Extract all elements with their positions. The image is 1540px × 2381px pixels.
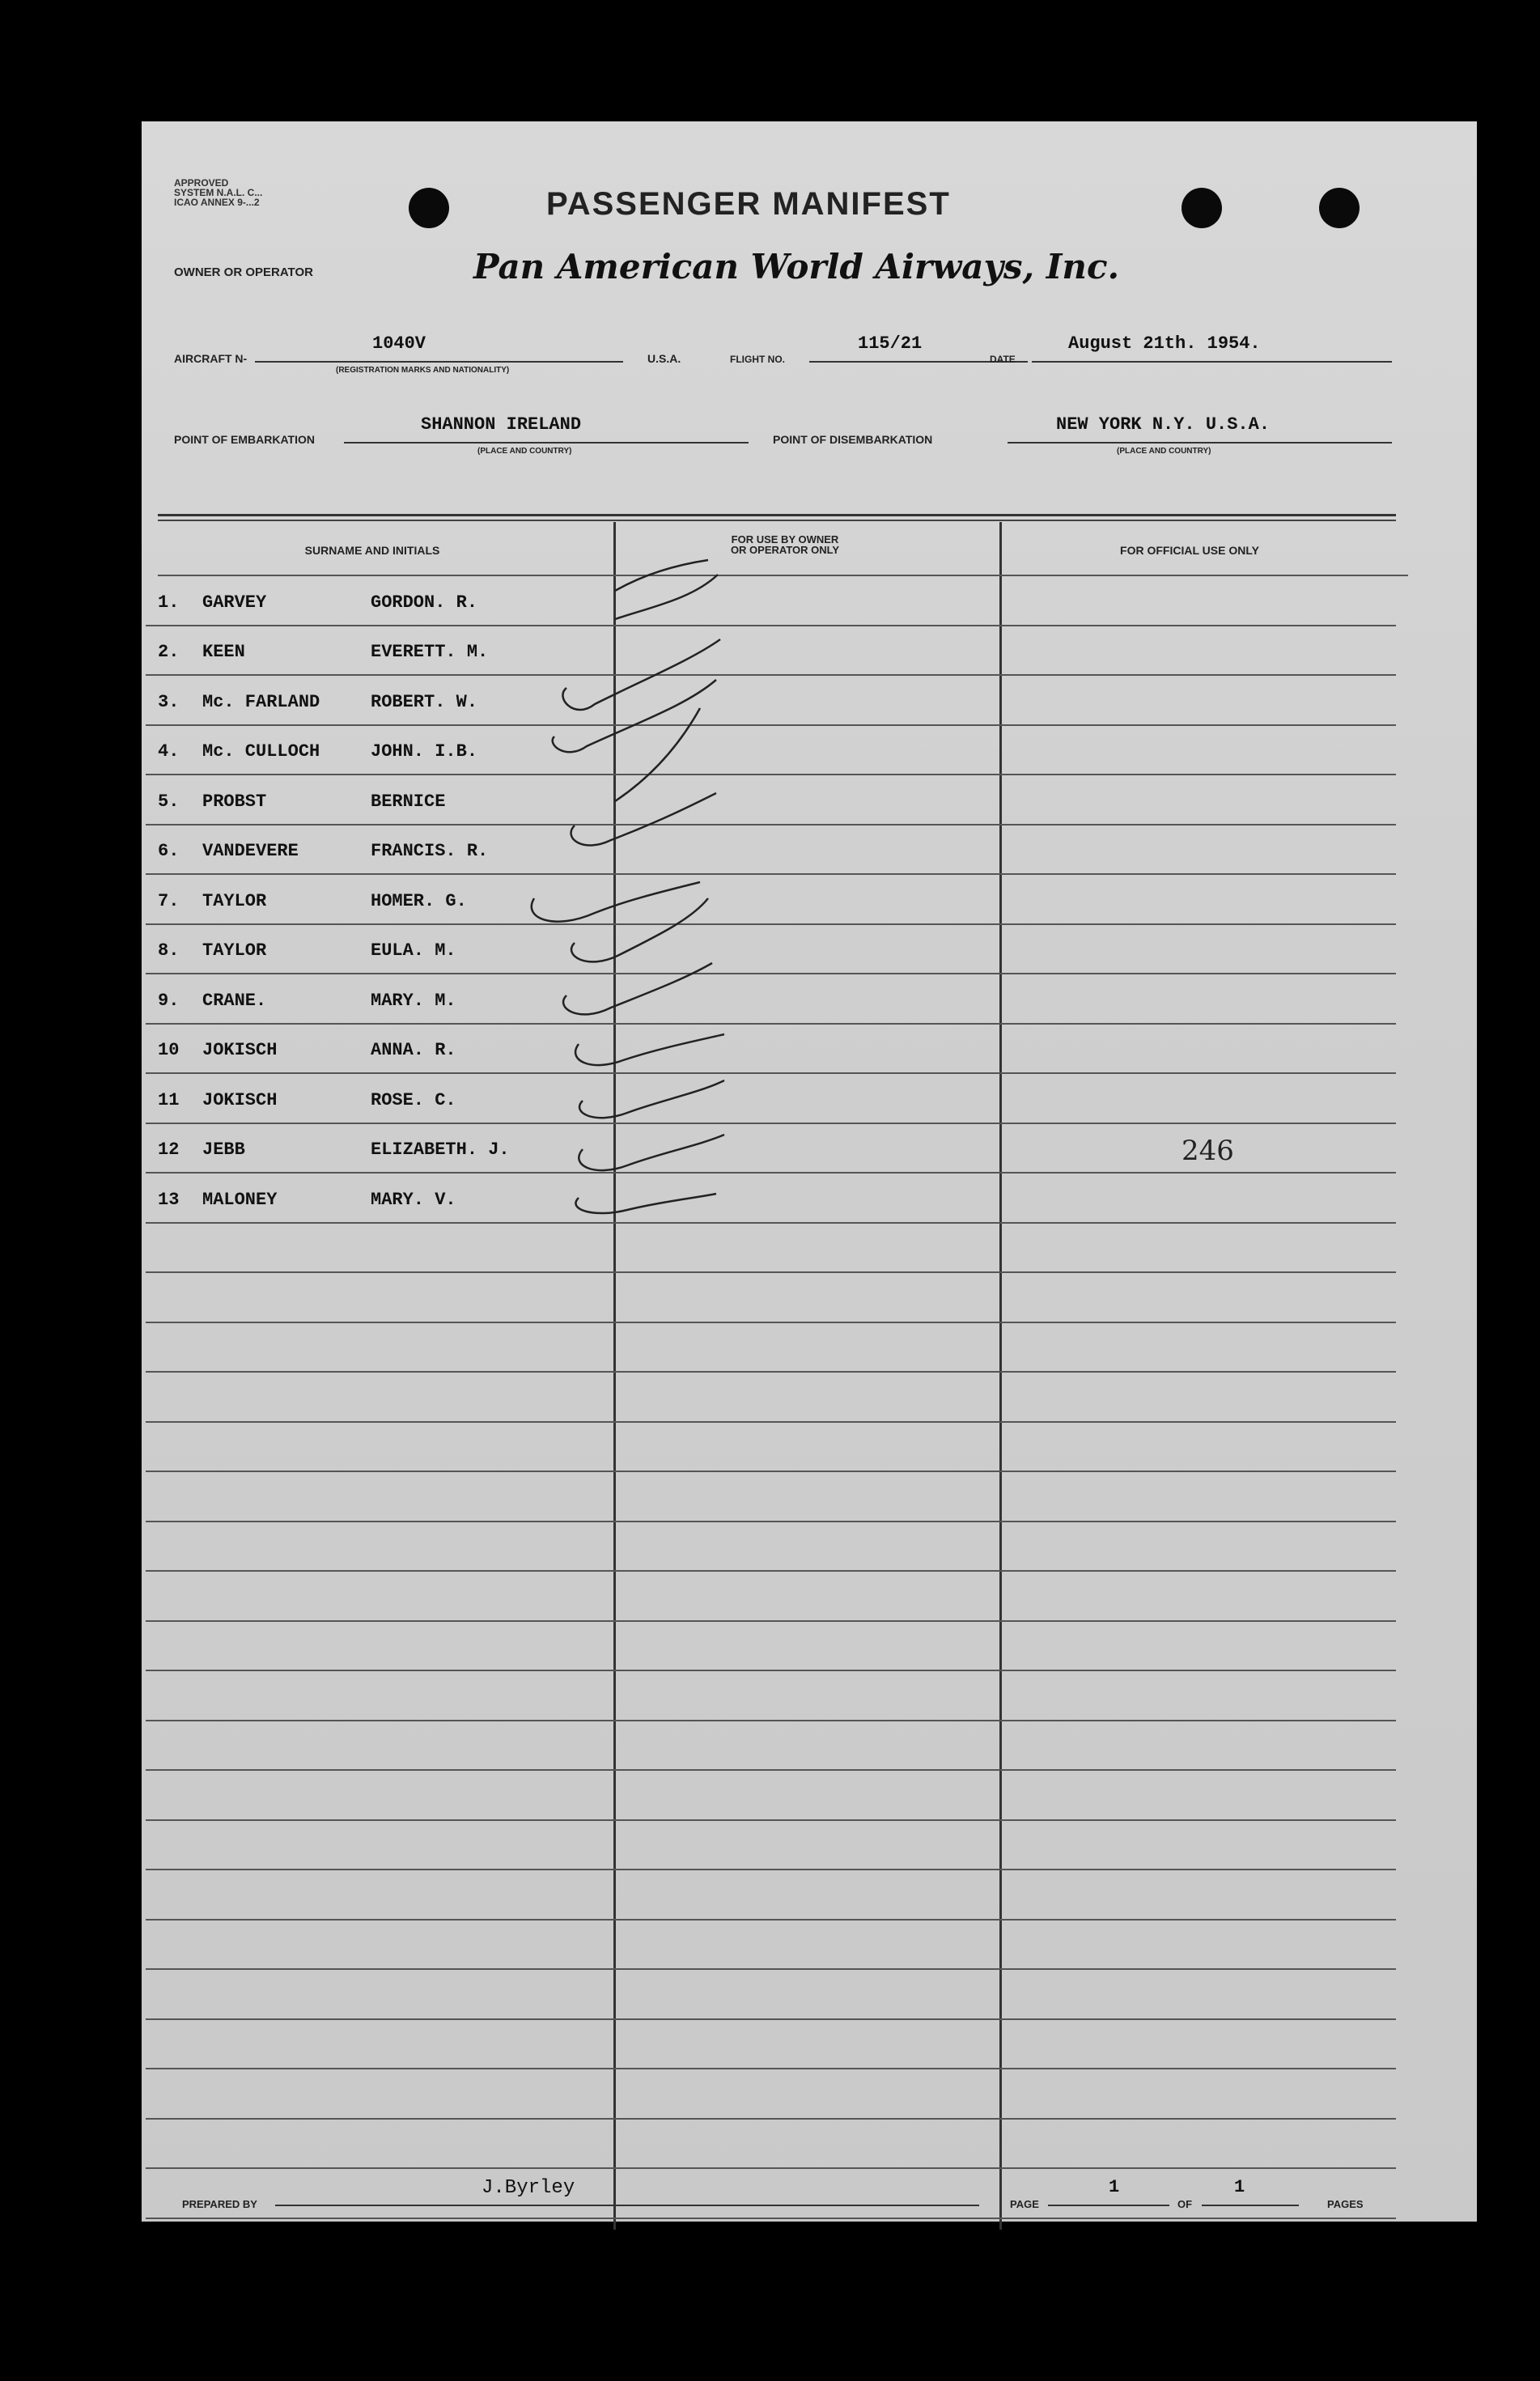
page-value: 1 [1109, 2177, 1120, 2197]
check-mark [571, 793, 716, 846]
passenger-initials: ROSE. C. [371, 1090, 456, 1110]
date-label: DATE [990, 354, 1016, 365]
of-underline [1202, 2205, 1299, 2206]
check-mark [575, 1034, 724, 1065]
flight-value: 115/21 [858, 333, 923, 354]
disembark-place-note: (PLACE AND COUNTRY) [1117, 447, 1211, 456]
passenger-initials: EVERETT. M. [371, 642, 489, 662]
form-title: PASSENGER MANIFEST [546, 186, 951, 222]
row-number: 13 [158, 1190, 180, 1210]
passenger-surname: TAYLOR [202, 891, 267, 911]
check-mark [615, 560, 708, 591]
page-label: PAGE [1010, 2198, 1039, 2210]
passenger-initials: MARY. V. [371, 1190, 456, 1210]
check-mark [615, 708, 700, 801]
passenger-surname: KEEN [202, 642, 245, 662]
disembarkation-value: NEW YORK N.Y. U.S.A. [1056, 414, 1271, 435]
passenger-initials: HOMER. G. [371, 891, 467, 911]
row-number: 1. [158, 592, 180, 613]
passenger-initials: EULA. M. [371, 940, 456, 961]
manifest-sheet [142, 121, 1477, 2222]
flight-label: FLIGHT NO. [730, 354, 785, 365]
check-mark [562, 639, 720, 710]
check-mark [575, 1194, 716, 1213]
passenger-surname: CRANE. [202, 991, 267, 1011]
passenger-initials: JOHN. I.B. [371, 741, 478, 762]
passenger-surname: JEBB [202, 1140, 245, 1160]
embarkation-label: POINT OF EMBARKATION [174, 433, 315, 446]
official-column-header: FOR OFFICIAL USE ONLY [1120, 544, 1259, 557]
check-mark [579, 1135, 724, 1170]
disembarkation-label: POINT OF DISEMBARKATION [773, 433, 933, 446]
official-note: 246 [1182, 1135, 1234, 1167]
registration-note: (REGISTRATION MARKS AND NATIONALITY) [336, 366, 510, 375]
owner-header-line: FOR USE BY OWNER [731, 533, 839, 545]
passenger-initials: GORDON. R. [371, 592, 478, 613]
check-mark [579, 1080, 724, 1118]
approval-line: ICAO ANNEX 9-...2 [174, 197, 260, 208]
passenger-initials: FRANCIS. R. [371, 841, 489, 861]
aircraft-value: 1040V [372, 333, 426, 354]
row-number: 11 [158, 1090, 180, 1110]
row-number: 10 [158, 1040, 180, 1060]
pages-label: PAGES [1327, 2198, 1364, 2210]
passenger-initials: BERNICE [371, 792, 446, 812]
approval-line: APPROVED [174, 177, 229, 189]
check-mark [615, 575, 718, 619]
row-number: 9. [158, 991, 180, 1011]
passenger-surname: VANDEVERE [202, 841, 299, 861]
operator-name: Pan American World Airways, Inc. [473, 247, 1120, 286]
passenger-initials: ROBERT. W. [371, 692, 478, 712]
check-mark [563, 963, 712, 1014]
page-underline [1048, 2205, 1169, 2206]
passenger-initials: MARY. M. [371, 991, 456, 1011]
check-mark [532, 882, 700, 922]
check-mark [553, 680, 716, 752]
prepared-by-value: J.Byrley [482, 2177, 575, 2199]
passenger-surname: GARVEY [202, 592, 267, 613]
row-number: 4. [158, 741, 180, 762]
aircraft-label: AIRCRAFT N- [174, 352, 248, 365]
row-number: 12 [158, 1140, 180, 1160]
row-number: 3. [158, 692, 180, 712]
row-number: 7. [158, 891, 180, 911]
passenger-surname: JOKISCH [202, 1040, 278, 1060]
row-number: 8. [158, 940, 180, 961]
of-label: OF [1177, 2198, 1193, 2210]
passenger-surname: TAYLOR [202, 940, 267, 961]
passenger-surname: Mc. CULLOCH [202, 741, 320, 762]
prepared-label: PREPARED BY [182, 2198, 257, 2210]
check-marks [142, 121, 1477, 2222]
approval-line: SYSTEM N.A.L. C... [174, 187, 263, 198]
owner-header-line: OR OPERATOR ONLY [730, 544, 840, 556]
row-number: 6. [158, 841, 180, 861]
passenger-surname: PROBST [202, 792, 267, 812]
date-value: August 21th. 1954. [1068, 333, 1261, 354]
of-value: 1 [1234, 2177, 1245, 2197]
row-number: 2. [158, 642, 180, 662]
passenger-surname: JOKISCH [202, 1090, 278, 1110]
check-mark [571, 898, 708, 961]
prepared-underline [275, 2205, 979, 2206]
embarkation-value: SHANNON IRELAND [421, 414, 582, 435]
usa-label: U.S.A. [647, 352, 681, 365]
embark-place-note: (PLACE AND COUNTRY) [477, 447, 572, 456]
passenger-surname: MALONEY [202, 1190, 278, 1210]
owner-label: OWNER OR OPERATOR [174, 265, 313, 279]
passenger-initials: ANNA. R. [371, 1040, 456, 1060]
row-number: 5. [158, 792, 180, 812]
passenger-surname: Mc. FARLAND [202, 692, 320, 712]
surname-column-header: SURNAME AND INITIALS [304, 544, 440, 557]
passenger-initials: ELIZABETH. J. [371, 1140, 510, 1160]
